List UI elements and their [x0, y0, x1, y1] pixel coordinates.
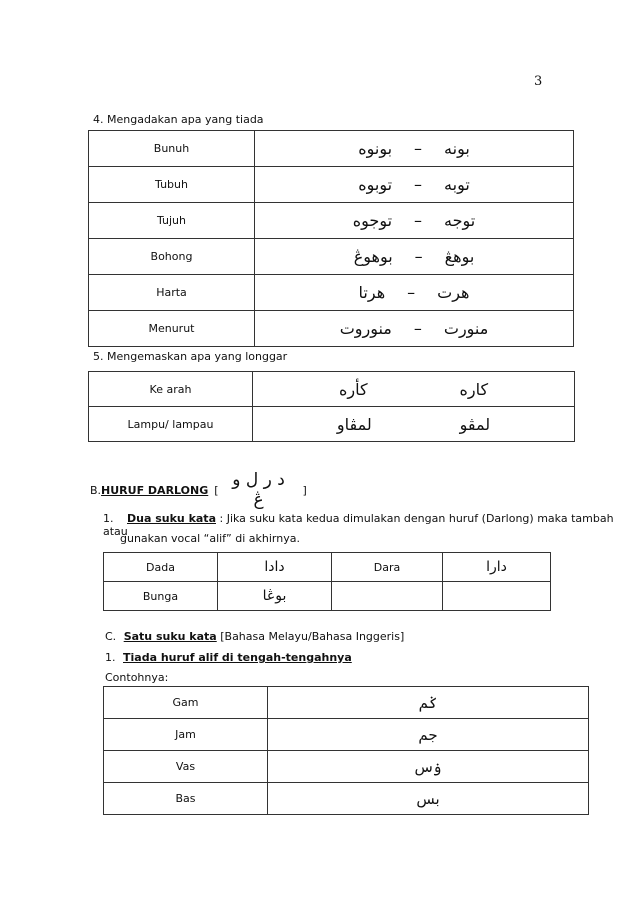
gam-table	[103, 686, 589, 815]
jawi-cell	[255, 275, 574, 311]
word-cell: Vas	[104, 751, 268, 783]
section5-heading: 5. Mengemaskan apa yang longgar	[93, 350, 288, 363]
table-row	[89, 311, 574, 347]
jawi-cell	[255, 239, 574, 275]
item1-text: : Jika suku kata kedua dimulakan dengan huruf (Darlong) maka tambah atau	[103, 512, 614, 538]
word-cell: Bas	[104, 783, 268, 815]
jawi-cell: ۏس	[268, 751, 589, 783]
jawi-from: بوهڠ	[444, 247, 475, 266]
table-row	[89, 167, 574, 203]
jawi-to: توبوه	[358, 175, 393, 194]
jawi-pair	[255, 283, 573, 302]
item1-title: Dua suku kata	[127, 512, 216, 525]
word-cell: Ke arah	[89, 372, 253, 407]
word-cell: Gam	[104, 687, 268, 719]
table-cell: Dada	[104, 553, 218, 582]
jawi-to: توجوه	[352, 211, 393, 230]
table-cell: Dara	[332, 553, 443, 582]
table-row	[104, 783, 589, 815]
jawi-to: لمڤاو	[336, 414, 372, 434]
jawi-pair	[253, 415, 574, 434]
section-c-sub	[105, 651, 352, 664]
table-row	[104, 751, 589, 783]
section4-table	[88, 130, 574, 347]
table-row	[89, 372, 575, 407]
table-row	[89, 239, 574, 275]
table-cell: دارا	[443, 553, 551, 582]
section-c-sub-title: Tiada huruf alif di tengah-tengahnya	[123, 651, 352, 664]
table-cell	[332, 582, 443, 611]
section4-heading: 4. Mengadakan apa yang tiada	[93, 113, 264, 126]
word-cell: Jam	[104, 719, 268, 751]
jawi-cell	[255, 203, 574, 239]
jawi-cell	[253, 372, 575, 407]
section-c-sub-number: 1.	[105, 651, 116, 664]
section-b-title: HURUF DARLONG	[101, 483, 209, 497]
jawi-cell	[253, 407, 575, 442]
jawi-pair	[255, 211, 573, 230]
word-cell: Bunuh	[89, 131, 255, 167]
dash: –	[413, 319, 422, 338]
section-c-heading	[105, 630, 404, 643]
jawi-cell: ݢم	[268, 687, 589, 719]
word-cell: Tujuh	[89, 203, 255, 239]
jawi-pair	[255, 139, 573, 158]
word-cell: Harta	[89, 275, 255, 311]
jawi-to: بونوه	[358, 139, 393, 158]
section-c-suffix: [Bahasa Melayu/Bahasa Inggeris]	[216, 630, 405, 643]
dash: –	[407, 283, 416, 302]
table-row	[89, 407, 575, 442]
dash: –	[414, 211, 423, 230]
word-cell: Menurut	[89, 311, 255, 347]
jawi-from: منورت	[443, 319, 489, 338]
jawi-pair	[255, 247, 573, 266]
jawi-from: توجه	[444, 211, 476, 230]
item1-line2: gunakan vocal “alif” di akhirnya.	[120, 532, 300, 545]
jawi-cell	[255, 131, 574, 167]
table-cell: دادا	[218, 553, 332, 582]
table-row	[89, 203, 574, 239]
jawi-cell: جم	[268, 719, 589, 751]
table-cell: Bunga	[104, 582, 218, 611]
dash: –	[414, 247, 423, 266]
jawi-from: لمڤو	[459, 414, 491, 434]
dada-table	[103, 552, 551, 611]
section-c-title: Satu suku kata	[123, 630, 217, 643]
jawi-to: کأرە	[338, 379, 368, 399]
jawi-from: هرت	[437, 283, 470, 302]
jawi-from: کارە	[459, 379, 489, 399]
page-number: 3	[534, 74, 543, 89]
table-row	[104, 553, 551, 582]
jawi-to: منوروت	[339, 319, 392, 338]
jawi-pair	[255, 175, 573, 194]
jawi-cell: بس	[268, 783, 589, 815]
section-b-bracket-open: [	[214, 483, 219, 497]
jawi-from: توبه	[444, 175, 470, 194]
jawi-cell	[255, 311, 574, 347]
dash: –	[414, 139, 423, 158]
jawi-from: بونه	[444, 139, 470, 158]
jawi-pair	[255, 319, 573, 338]
contoh-label: Contohnya:	[105, 671, 169, 684]
table-row	[104, 582, 551, 611]
item1-number: 1.	[103, 512, 114, 525]
word-cell: Tubuh	[89, 167, 255, 203]
word-cell: Lampu/ lampau	[89, 407, 253, 442]
table-row	[104, 719, 589, 751]
section5-table	[88, 371, 575, 442]
dash: –	[414, 175, 423, 194]
table-row	[89, 131, 574, 167]
jawi-pair	[253, 380, 574, 399]
table-cell: بوڠا	[218, 582, 332, 611]
section-b-prefix: B.	[90, 483, 102, 497]
table-row	[104, 687, 589, 719]
section-b-jawi: د ر ل و ڠ	[232, 470, 285, 510]
jawi-to: بوهوڠ	[353, 247, 393, 266]
jawi-cell	[255, 167, 574, 203]
section-b-heading	[90, 470, 307, 510]
table-cell	[443, 582, 551, 611]
jawi-to: هرتا	[358, 283, 386, 302]
word-cell: Bohong	[89, 239, 255, 275]
section-c-prefix: C.	[105, 630, 117, 643]
section-b-bracket-close: ]	[302, 483, 307, 497]
table-row	[89, 275, 574, 311]
